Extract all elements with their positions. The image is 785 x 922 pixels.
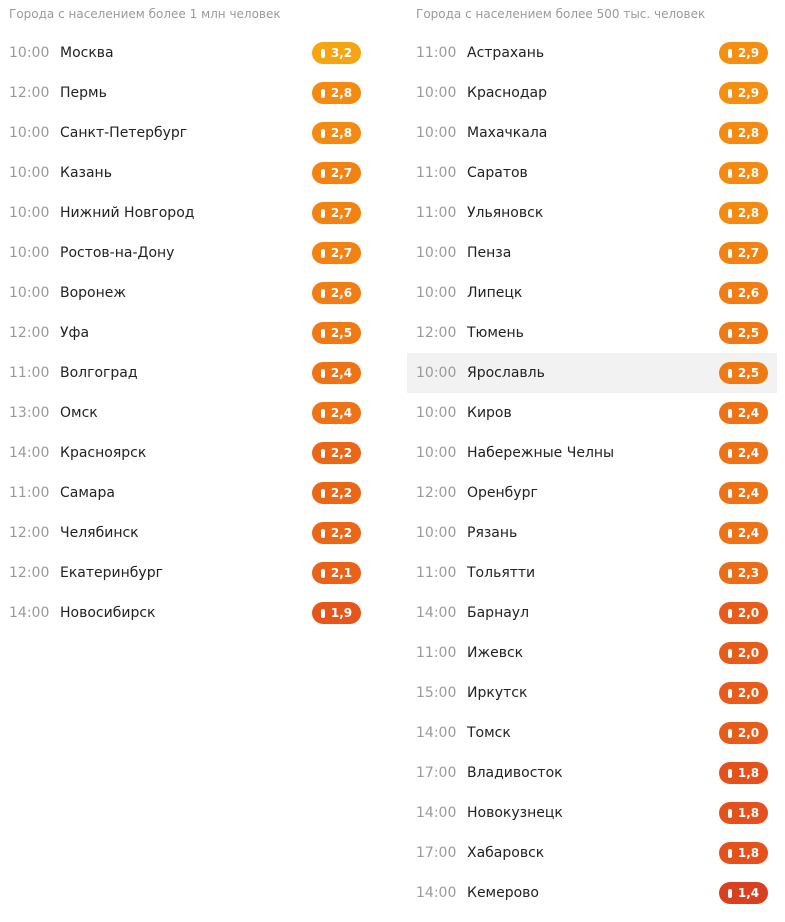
- value-badge: [719, 522, 768, 544]
- thermometer-icon: [321, 369, 325, 378]
- time-label: 10:00: [416, 525, 457, 541]
- badge-value: 2,8: [330, 126, 353, 140]
- list-item[interactable]: [407, 593, 777, 633]
- badge-value: 3,2: [330, 46, 353, 60]
- list-item[interactable]: [0, 153, 370, 193]
- thermometer-icon: [728, 489, 732, 498]
- value-badge: [719, 442, 768, 464]
- thermometer-icon: [728, 689, 732, 698]
- value-badge: [312, 122, 361, 144]
- city-name: Оренбург: [467, 485, 538, 501]
- city-name: Томск: [467, 725, 511, 741]
- badge-value: 2,5: [737, 366, 760, 380]
- thermometer-icon: [321, 409, 325, 418]
- list-item[interactable]: [0, 33, 370, 73]
- thermometer-icon: [728, 649, 732, 658]
- time-label: 17:00: [416, 765, 457, 781]
- badge-value: 2,0: [737, 726, 760, 740]
- badge-value: 2,4: [737, 526, 760, 540]
- value-badge: [312, 442, 361, 464]
- thermometer-icon: [728, 209, 732, 218]
- list-item[interactable]: [407, 273, 777, 313]
- badge-value: 2,7: [330, 166, 353, 180]
- value-badge: [719, 82, 768, 104]
- thermometer-icon: [728, 729, 732, 738]
- list-item[interactable]: [0, 233, 370, 273]
- thermometer-icon: [728, 329, 732, 338]
- list-item[interactable]: [407, 233, 777, 273]
- thermometer-icon: [321, 449, 325, 458]
- city-name: Тюмень: [467, 325, 524, 341]
- list-item[interactable]: [407, 873, 777, 913]
- city-name: Челябинск: [60, 525, 139, 541]
- thermometer-icon: [728, 369, 732, 378]
- time-label: 11:00: [416, 565, 457, 581]
- value-badge: [719, 122, 768, 144]
- time-label: 14:00: [9, 445, 50, 461]
- list-item[interactable]: [407, 513, 777, 553]
- time-label: 10:00: [416, 85, 457, 101]
- time-label: 10:00: [9, 125, 50, 141]
- time-label: 12:00: [9, 325, 50, 341]
- list-item[interactable]: [407, 33, 777, 73]
- time-label: 10:00: [416, 405, 457, 421]
- badge-value: 2,2: [330, 526, 353, 540]
- badge-value: 2,8: [330, 86, 353, 100]
- list-item[interactable]: [407, 73, 777, 113]
- badge-value: 1,8: [737, 766, 760, 780]
- badge-value: 2,7: [330, 206, 353, 220]
- time-label: 17:00: [416, 845, 457, 861]
- thermometer-icon: [728, 889, 732, 898]
- badge-value: 2,0: [737, 646, 760, 660]
- value-badge: [719, 402, 768, 424]
- column-header: Города с населением более 500 тыс. человек: [416, 7, 706, 21]
- thermometer-icon: [728, 89, 732, 98]
- thermometer-icon: [321, 489, 325, 498]
- list-item[interactable]: [0, 353, 370, 393]
- city-name: Кемерово: [467, 885, 539, 901]
- thermometer-icon: [321, 289, 325, 298]
- time-label: 15:00: [416, 685, 457, 701]
- list-item[interactable]: [407, 353, 777, 393]
- badge-value: 2,5: [330, 326, 353, 340]
- list-item[interactable]: [407, 553, 777, 593]
- thermometer-icon: [728, 129, 732, 138]
- value-badge: [719, 282, 768, 304]
- time-label: 12:00: [9, 85, 50, 101]
- value-badge: [312, 202, 361, 224]
- list-item[interactable]: [407, 753, 777, 793]
- time-label: 14:00: [416, 885, 457, 901]
- badge-value: 2,6: [737, 286, 760, 300]
- time-label: 12:00: [416, 485, 457, 501]
- thermometer-icon: [728, 809, 732, 818]
- list-item[interactable]: [407, 113, 777, 153]
- value-badge: [312, 362, 361, 384]
- badge-value: 2,8: [737, 126, 760, 140]
- thermometer-icon: [728, 49, 732, 58]
- list-item[interactable]: [0, 73, 370, 113]
- badge-value: 2,2: [330, 446, 353, 460]
- value-badge: [719, 242, 768, 264]
- value-badge: [312, 282, 361, 304]
- list-item[interactable]: [0, 193, 370, 233]
- thermometer-icon: [728, 289, 732, 298]
- city-name: Ижевск: [467, 645, 524, 661]
- thermometer-icon: [321, 569, 325, 578]
- city-name: Владивосток: [467, 765, 563, 781]
- list-item[interactable]: [0, 113, 370, 153]
- city-name: Волгоград: [60, 365, 138, 381]
- badge-value: 2,4: [737, 406, 760, 420]
- city-name: Набережные Челны: [467, 445, 615, 461]
- time-label: 12:00: [9, 525, 50, 541]
- time-label: 13:00: [9, 405, 50, 421]
- value-badge: [312, 162, 361, 184]
- value-badge: [719, 802, 768, 824]
- badge-value: 2,9: [737, 46, 760, 60]
- time-label: 11:00: [9, 485, 50, 501]
- time-label: 11:00: [416, 205, 457, 221]
- list-item[interactable]: [407, 633, 777, 673]
- city-name: Ростов-на-Дону: [60, 245, 175, 261]
- thermometer-icon: [728, 409, 732, 418]
- city-name: Казань: [60, 165, 112, 181]
- badge-value: 1,9: [330, 606, 353, 620]
- badge-value: 2,4: [737, 446, 760, 460]
- list-item[interactable]: [407, 193, 777, 233]
- city-name: Ульяновск: [467, 205, 544, 221]
- value-badge: [312, 82, 361, 104]
- badge-value: 2,2: [330, 486, 353, 500]
- value-badge: [719, 322, 768, 344]
- time-label: 11:00: [416, 165, 457, 181]
- value-badge: [719, 642, 768, 664]
- badge-value: 2,3: [737, 566, 760, 580]
- time-label: 10:00: [9, 45, 50, 61]
- time-label: 12:00: [416, 325, 457, 341]
- city-name: Иркутск: [467, 685, 528, 701]
- badge-value: 1,8: [737, 846, 760, 860]
- badge-value: 2,4: [330, 406, 353, 420]
- value-badge: [312, 402, 361, 424]
- city-name: Хабаровск: [467, 845, 545, 861]
- time-label: 10:00: [9, 205, 50, 221]
- badge-value: 2,0: [737, 606, 760, 620]
- thermometer-icon: [321, 129, 325, 138]
- badge-value: 1,8: [737, 806, 760, 820]
- value-badge: [719, 602, 768, 624]
- thermometer-icon: [728, 249, 732, 258]
- list-item[interactable]: [407, 673, 777, 713]
- list-item[interactable]: [0, 553, 370, 593]
- value-badge: [719, 882, 768, 904]
- city-name: Липецк: [467, 285, 523, 301]
- list-item[interactable]: [407, 393, 777, 433]
- city-name: Красноярск: [60, 445, 147, 461]
- thermometer-icon: [321, 529, 325, 538]
- thermometer-icon: [728, 769, 732, 778]
- thermometer-icon: [321, 169, 325, 178]
- time-label: 14:00: [416, 725, 457, 741]
- city-name: Воронеж: [60, 285, 127, 301]
- city-name: Уфа: [60, 325, 90, 341]
- value-badge: [719, 562, 768, 584]
- value-badge: [719, 682, 768, 704]
- value-badge: [312, 562, 361, 584]
- thermometer-icon: [728, 449, 732, 458]
- badge-value: 2,5: [737, 326, 760, 340]
- time-label: 10:00: [416, 285, 457, 301]
- list-item[interactable]: [0, 593, 370, 633]
- value-badge: [312, 482, 361, 504]
- badge-value: 2,9: [737, 86, 760, 100]
- value-badge: [719, 482, 768, 504]
- thermometer-icon: [728, 529, 732, 538]
- time-label: 10:00: [9, 245, 50, 261]
- time-label: 10:00: [9, 165, 50, 181]
- list-item[interactable]: [0, 313, 370, 353]
- list-item[interactable]: [407, 433, 777, 473]
- value-badge: [312, 322, 361, 344]
- list-item[interactable]: [0, 513, 370, 553]
- city-name: Пенза: [467, 245, 512, 261]
- time-label: 10:00: [416, 445, 457, 461]
- column-header: Города с населением более 1 млн человек: [9, 7, 281, 21]
- city-name: Новокузнецк: [467, 805, 563, 821]
- city-name: Москва: [60, 45, 114, 61]
- value-badge: [312, 522, 361, 544]
- city-name: Нижний Новгород: [60, 205, 195, 221]
- city-name: Тольятти: [467, 565, 536, 581]
- value-badge: [719, 202, 768, 224]
- value-badge: [719, 42, 768, 64]
- list-item[interactable]: [407, 473, 777, 513]
- city-name: Саратов: [467, 165, 528, 181]
- time-label: 10:00: [9, 285, 50, 301]
- value-badge: [719, 362, 768, 384]
- city-name: Рязань: [467, 525, 518, 541]
- list-item[interactable]: [407, 833, 777, 873]
- time-label: 12:00: [9, 565, 50, 581]
- badge-value: 1,4: [737, 886, 760, 900]
- list-item[interactable]: [0, 273, 370, 313]
- value-badge: [719, 762, 768, 784]
- list-item[interactable]: [407, 313, 777, 353]
- badge-value: 2,7: [737, 246, 760, 260]
- thermometer-icon: [321, 49, 325, 58]
- thermometer-icon: [321, 89, 325, 98]
- thermometer-icon: [321, 609, 325, 618]
- list-item[interactable]: [0, 473, 370, 513]
- thermometer-icon: [321, 249, 325, 258]
- list-item[interactable]: [0, 433, 370, 473]
- time-label: 11:00: [416, 645, 457, 661]
- city-name: Ярославль: [467, 365, 545, 381]
- thermometer-icon: [321, 209, 325, 218]
- time-label: 10:00: [416, 125, 457, 141]
- value-badge: [719, 162, 768, 184]
- thermometer-icon: [728, 169, 732, 178]
- badge-value: 2,8: [737, 206, 760, 220]
- value-badge: [312, 602, 361, 624]
- city-name: Киров: [467, 405, 512, 421]
- value-badge: [719, 722, 768, 744]
- value-badge: [719, 842, 768, 864]
- list-item[interactable]: [407, 713, 777, 753]
- badge-value: 2,1: [330, 566, 353, 580]
- badge-value: 2,7: [330, 246, 353, 260]
- badge-value: 2,8: [737, 166, 760, 180]
- time-label: 14:00: [9, 605, 50, 621]
- city-name: Краснодар: [467, 85, 547, 101]
- city-name: Барнаул: [467, 605, 530, 621]
- thermometer-icon: [728, 609, 732, 618]
- time-label: 10:00: [416, 365, 457, 381]
- city-name: Самара: [60, 485, 115, 501]
- thermometer-icon: [728, 849, 732, 858]
- city-name: Омск: [60, 405, 98, 421]
- badge-value: 2,4: [330, 366, 353, 380]
- time-label: 11:00: [9, 365, 50, 381]
- time-label: 11:00: [416, 45, 457, 61]
- city-name: Новосибирск: [60, 605, 156, 621]
- list-item[interactable]: [0, 393, 370, 433]
- city-name: Махачкала: [467, 125, 548, 141]
- time-label: 14:00: [416, 605, 457, 621]
- badge-value: 2,4: [737, 486, 760, 500]
- city-name: Пермь: [60, 85, 107, 101]
- badge-value: 2,0: [737, 686, 760, 700]
- time-label: 10:00: [416, 245, 457, 261]
- thermometer-icon: [321, 329, 325, 338]
- value-badge: [312, 42, 361, 64]
- thermometer-icon: [728, 569, 732, 578]
- city-name: Екатеринбург: [60, 565, 163, 581]
- time-label: 14:00: [416, 805, 457, 821]
- badge-value: 2,6: [330, 286, 353, 300]
- city-name: Санкт-Петербург: [60, 125, 188, 141]
- list-item[interactable]: [407, 153, 777, 193]
- value-badge: [312, 242, 361, 264]
- list-item[interactable]: [407, 793, 777, 833]
- city-name: Астрахань: [467, 45, 545, 61]
